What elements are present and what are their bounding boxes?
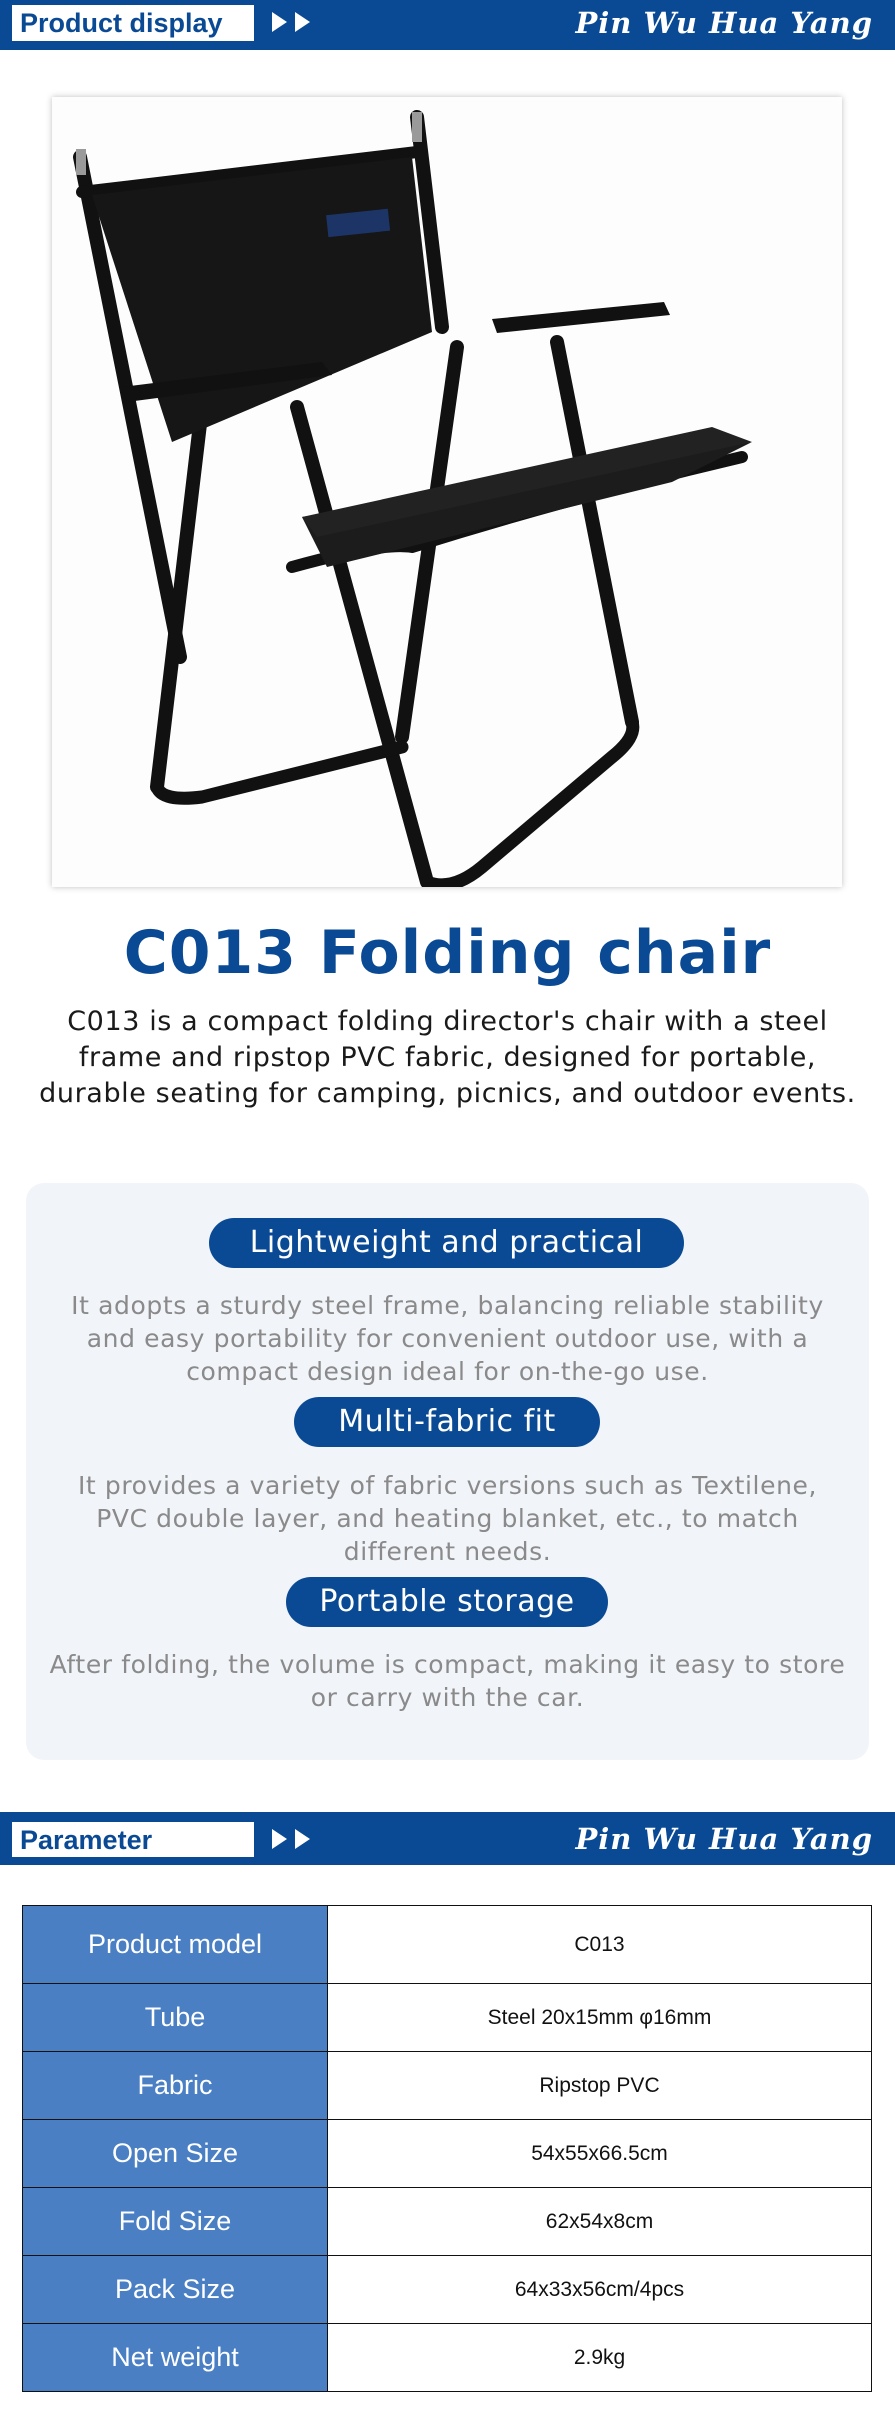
table-row (23, 2256, 872, 2324)
table-row (23, 2052, 872, 2120)
folding-chair-illustration (52, 97, 842, 887)
param-key: Fold Size (23, 2188, 328, 2256)
product-intro (20, 1004, 875, 1112)
table-row (23, 2188, 872, 2256)
brand-logo: Pin Wu Hua Yang (575, 1822, 873, 1856)
feature-title-lightweight: Lightweight and practical (209, 1218, 684, 1268)
play-triangle-icon (272, 1829, 287, 1849)
param-value: Steel 20x15mm φ16mm (328, 1984, 872, 2052)
feature-line: compact design ideal for on-the-go use. (186, 1357, 709, 1386)
feature-text-multi-fabric (40, 1469, 855, 1568)
param-key: Tube (23, 1984, 328, 2052)
feature-title-portable-storage: Portable storage (286, 1577, 608, 1627)
param-key: Fabric (23, 2052, 328, 2120)
play-triangle-icon (295, 1829, 310, 1849)
param-value: Ripstop PVC (328, 2052, 872, 2120)
intro-line: frame and ripstop PVC fabric, designed for portable, (78, 1042, 817, 1073)
product-display-banner (0, 0, 895, 50)
feature-line: and easy portability for convenient outdoor use, with a (86, 1324, 809, 1353)
arrow-icons (272, 8, 318, 38)
param-key: Open Size (23, 2120, 328, 2188)
feature-line: or carry with the car. (310, 1683, 585, 1712)
feature-title-multi-fabric: Multi-fabric fit (294, 1397, 600, 1447)
feature-line: It provides a variety of fabric versions such as Textilene, (77, 1471, 818, 1500)
play-triangle-icon (272, 12, 287, 32)
play-triangle-icon (295, 12, 310, 32)
features-card (26, 1183, 869, 1760)
feature-line: PVC double layer, and heating blanket, etc., to match (96, 1504, 799, 1533)
param-value: C013 (328, 1906, 872, 1984)
product-image (52, 97, 842, 887)
arrow-icons (272, 1825, 318, 1855)
param-value: 2.9kg (328, 2324, 872, 2392)
product-title: C013 Folding chair (123, 918, 772, 988)
table-row (23, 2324, 872, 2392)
param-key: Net weight (23, 2324, 328, 2392)
parameter-banner (0, 1812, 895, 1865)
parameter-table (22, 1905, 872, 2392)
brand-logo: Pin Wu Hua Yang (575, 6, 873, 40)
param-key: Product model (23, 1906, 328, 1984)
feature-line: different needs. (343, 1537, 552, 1566)
table-row (23, 1906, 872, 1984)
section-tag: Parameter (12, 1822, 254, 1857)
intro-line: C013 is a compact folding director's chair with a steel (67, 1006, 828, 1037)
feature-text-lightweight (40, 1289, 855, 1388)
feature-line: It adopts a sturdy steel frame, balancing reliable stability (71, 1291, 824, 1320)
feature-line: After folding, the volume is compact, making it easy to store (49, 1650, 846, 1679)
feature-text-portable-storage (40, 1648, 855, 1714)
table-row (23, 2120, 872, 2188)
param-key: Pack Size (23, 2256, 328, 2324)
param-value: 64x33x56cm/4pcs (328, 2256, 872, 2324)
section-tag: Product display (12, 5, 254, 41)
param-value: 62x54x8cm (328, 2188, 872, 2256)
table-row (23, 1984, 872, 2052)
param-value: 54x55x66.5cm (328, 2120, 872, 2188)
intro-line: durable seating for camping, picnics, and outdoor events. (39, 1078, 856, 1109)
